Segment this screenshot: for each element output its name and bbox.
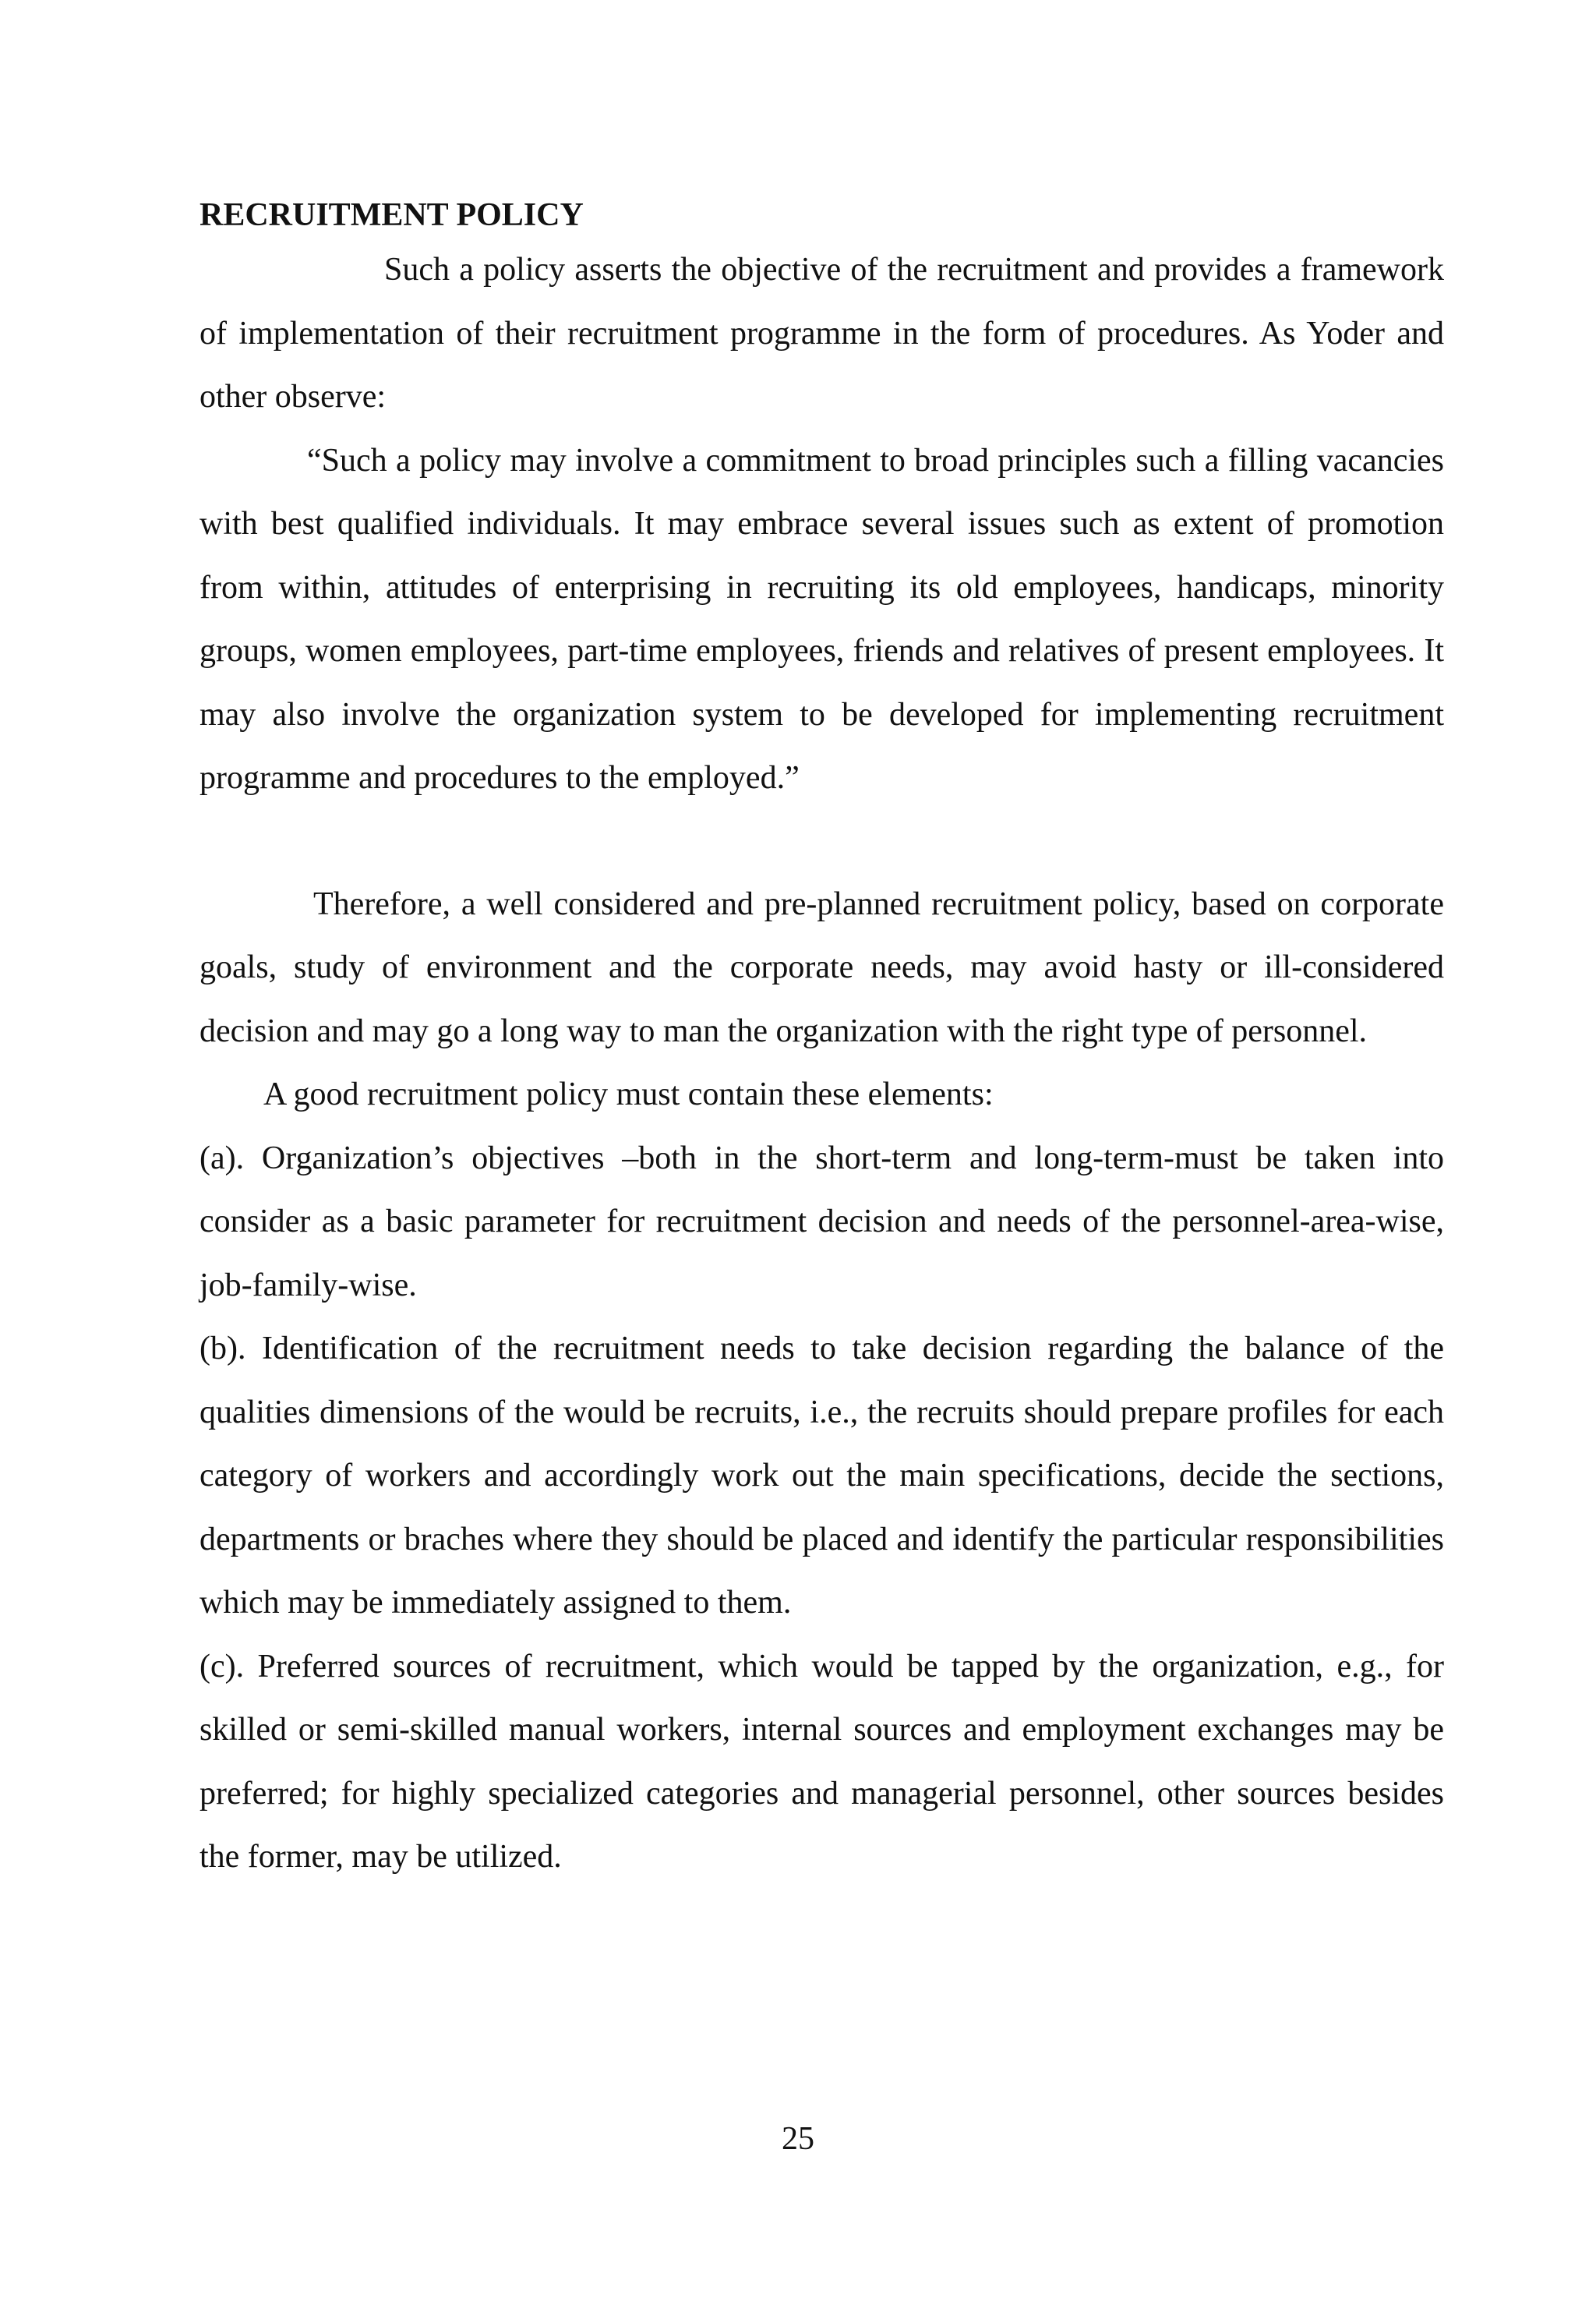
list-item-b: (b). Identification of the recruitment needs to take decision regarding the balance of the qualities dimensions of the would be recruits, i.e., the recruits should prepare profiles for each category of workers and accordingly work out the main specifications, decide the sections, departments or braches where they should be placed and identify the particular responsibilities which may be immediately assigned to them. — [200, 1331, 1444, 1621]
elements-intro-paragraph: A good recruitment policy must contain these elements: — [263, 1076, 994, 1112]
list-item-c: (c). Preferred sources of recruitment, which would be tapped by the organization, e.g., for skilled or semi-skilled manual workers, internal sources and employment exchanges may be preferred; for highly specialized categories and managerial personnel, other sources besides the former, may be utilized. — [200, 1648, 1444, 1875]
therefore-paragraph: Therefore, a well considered and pre-planned recruitment policy, based on corporate goals, study of environment and the corporate needs, may avoid hasty or ill-considered decision and may go a long way to man the organization with the right type of personnel. — [200, 886, 1444, 1049]
paragraph-spacer — [200, 811, 1444, 873]
quote-paragraph: “Such a policy may involve a commitment to broad principles such a filling vacancies with best qualified individuals. It may embrace several issues such as extent of promotion from within, attitudes of enterprising in recruiting its old employees, handicaps, minority groups, women employees, part-time employees, friends and relatives of present employees. It may also involve the organization system to be developed for implementing recruitment programme and procedures to the employed.” — [200, 442, 1444, 796]
document-body — [200, 195, 1444, 1890]
page-number: 25 — [782, 2121, 814, 2157]
list-item-a: (a). Organization’s objectives –both in the short-term and long-term-must be taken into consider as a basic parameter for recruitment decision and needs of the personnel-area-wise, job-family-wise. — [200, 1140, 1444, 1303]
intro-paragraph: Such a policy asserts the objective of the recruitment and provides a framework of implementation of their recruitment programme in the form of procedures. As Yoder and other observe: — [200, 252, 1444, 415]
section-heading: RECRUITMENT POLICY — [200, 197, 584, 233]
